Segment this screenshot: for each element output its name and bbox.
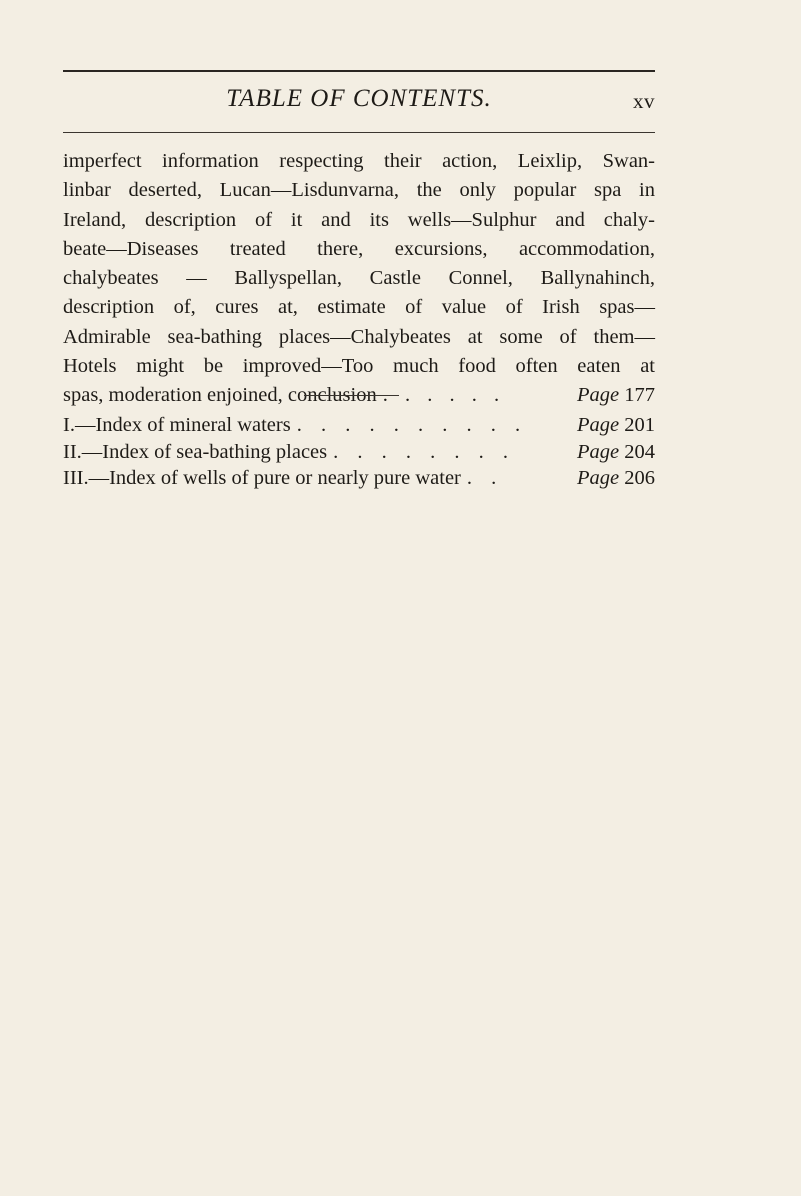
page-word: Page [577,384,620,407]
dot-leader: . . . . . . . . [333,440,515,463]
page-number: 201 [624,414,655,436]
index-entry-label: I.—Index of mineral waters [63,414,291,436]
index-entry [63,412,655,439]
page-word: Page [577,467,620,489]
index-list [63,412,655,492]
index-entry-label: II.—Index of sea-bathing places [63,440,328,463]
page-number: 206 [624,467,655,489]
summary-line: beate—Diseases treated there, excursions, accommodation, [63,237,655,260]
page-reference [577,412,655,439]
page-word: Page [577,440,620,463]
summary-line: spas, moderation enjoined, conclusion [63,384,377,407]
summary-last-line [63,381,655,410]
header-top-rule [63,70,655,72]
summary-line: description of, cures at, estimate of value of Irish spas— [63,296,655,319]
summary-line: chalybeates — Ballyspellan, Castle Connel, Ballynahinch, [63,267,655,290]
index-entry [63,465,655,492]
summary-line: Hotels might be improved—Too much food often eaten at [63,355,655,378]
summary-line: Ireland, description of it and its wells—Sulphur and chaly- [63,208,655,231]
summary-line: imperfect information respecting their action, Leixlip, Swan- [63,150,655,172]
dot-leader: . . [466,467,504,489]
running-title: TABLE OF CONTENTS. [226,85,492,112]
page-word: Page [577,414,620,436]
summary-line: linbar deserted, Lucan—Lisdunvarna, the only popular spa in [63,179,655,202]
page-reference [577,465,655,492]
page-reference [577,381,655,410]
summary-line: Admirable sea-bathing places—Chalybeates at some of them— [63,325,655,348]
index-entry [63,439,655,466]
dot-leader: . . . . . . [382,384,506,407]
page-folio: xv [633,89,655,113]
dot-leader: . . . . . . . . . . [296,414,528,436]
running-header [63,84,655,124]
chapter-summary [63,147,655,411]
header-bottom-rule [63,132,655,133]
page-number: 204 [624,440,655,463]
section-divider-rule [304,395,399,396]
index-entry-label: III.—Index of wells of pure or nearly pure water [63,467,461,489]
page-number: 177 [624,384,655,407]
page-reference [577,439,655,466]
